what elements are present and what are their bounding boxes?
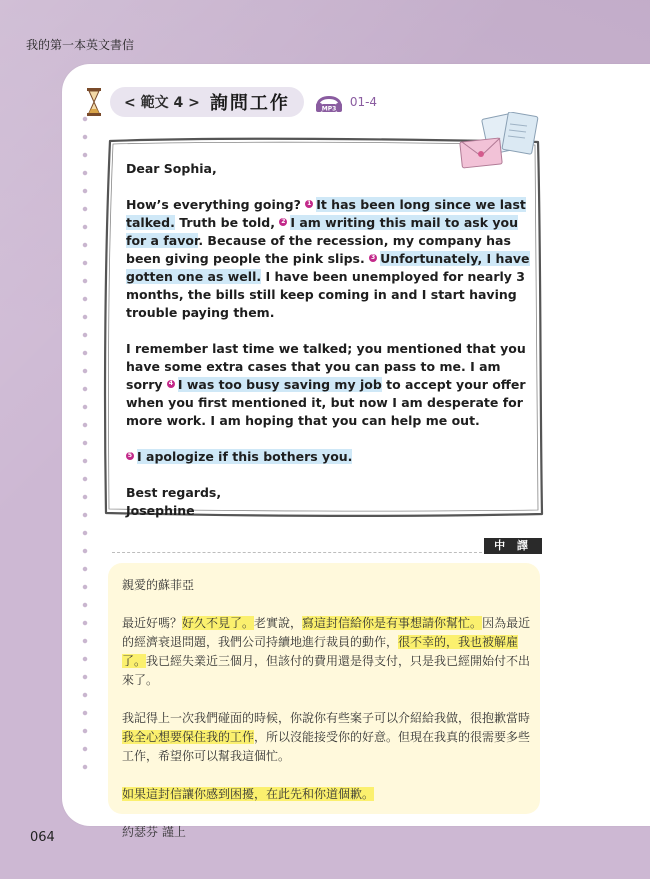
highlight-5: I apologize if this bothers you. — [137, 449, 353, 464]
text-run: I have been unemployed for nearly 3 months, the bills still keep coming in and I start having trouble paying them. — [126, 269, 525, 320]
divider — [112, 552, 482, 553]
translation-label: 中 譯 — [484, 538, 542, 554]
lesson-title-pill — [110, 87, 304, 117]
text-run: 最近好嗎？ — [122, 616, 183, 630]
text-run: 我已經失業近三個月，但該付的費用還是得支付，只是我已經開始付不出來了。 — [122, 654, 531, 687]
translation-paragraph-1 — [122, 614, 532, 690]
lesson-heading — [86, 86, 377, 118]
highlight-4: I was too busy saving my job — [177, 377, 382, 392]
lesson-badge: < 範文 4 > — [124, 95, 200, 111]
number-badge: 2 — [281, 218, 286, 225]
text-run: 老實說， — [254, 616, 303, 630]
text-run: How’s everything going? — [126, 197, 306, 212]
text-run: Truth be told, — [174, 215, 280, 230]
hourglass-icon — [86, 87, 102, 117]
text-run: I remember last time we talked; you mentioned that you have some extra cases that you can pass to me. I am sorry — [126, 341, 526, 392]
highlight-3: 很不幸的，我也被解雇了。 — [122, 635, 519, 668]
audio-track[interactable] — [314, 89, 377, 115]
text-run: . Because of the recession, my company has been giving people the pink slips. — [126, 233, 511, 266]
letter-paragraph-2 — [126, 340, 530, 430]
text-run: 我記得上一次我們碰面的時候，你說你有些案子可以介紹給我做，很抱歉當時 — [122, 711, 531, 725]
highlight-3: Unfortunately, I have gotten one as well. — [126, 251, 530, 284]
translation-body — [122, 576, 532, 842]
letter-closing: Best regards, — [126, 485, 222, 500]
letter-paragraph-1 — [126, 196, 530, 322]
letter-paragraph-3 — [126, 448, 530, 466]
page-number: 064 — [30, 830, 55, 845]
letter-signature: Josephine — [126, 503, 195, 518]
highlight-1: 好久不見了。 — [182, 616, 255, 630]
number-badge: 1 — [307, 200, 312, 207]
lesson-title: 詢問工作 — [209, 93, 290, 114]
audio-code: 01-4 — [349, 95, 378, 109]
translation-paragraph-3 — [122, 785, 532, 804]
highlight-2: 寫這封信給你是有事想請你幫忙。 — [302, 616, 483, 630]
highlight-5: 如果這封信讓你感到困擾，在此先和你道個歉。 — [122, 787, 375, 801]
number-badge: 4 — [168, 380, 173, 387]
letter-greeting: Dear Sophia, — [126, 161, 217, 176]
number-badge: 5 — [127, 452, 133, 459]
text-run: 因為最近的經濟衰退問題，我們公司持續地進行裁員的動作， — [122, 616, 531, 649]
mp3-label: MP3 — [321, 105, 337, 113]
headphones-icon — [314, 89, 344, 115]
highlight-1: It has been long since we last talked. — [126, 197, 526, 230]
decorative-dots — [82, 110, 88, 770]
highlight-2: I am writing this mail to ask you for a favor — [126, 215, 519, 248]
translation-paragraph-2 — [122, 709, 532, 766]
book-title-header: 我的第一本英文書信 — [26, 38, 135, 52]
translation-greeting: 親愛的蘇菲亞 — [122, 578, 195, 592]
text-run: to accept your offer when you first mentioned it, but now I am desperate for more work. I am hoping that you can help me out. — [126, 377, 526, 428]
translation-closing: 約瑟芬 謹上 — [122, 825, 186, 839]
number-badge: 3 — [371, 254, 376, 261]
letter-body — [126, 160, 530, 520]
text-run: ，所以沒能接受你的好意。但現在我真的很需要多些工作，希望你可以幫我這個忙。 — [122, 730, 531, 763]
highlight-4: 我全心想要保住我的工作 — [122, 730, 255, 744]
